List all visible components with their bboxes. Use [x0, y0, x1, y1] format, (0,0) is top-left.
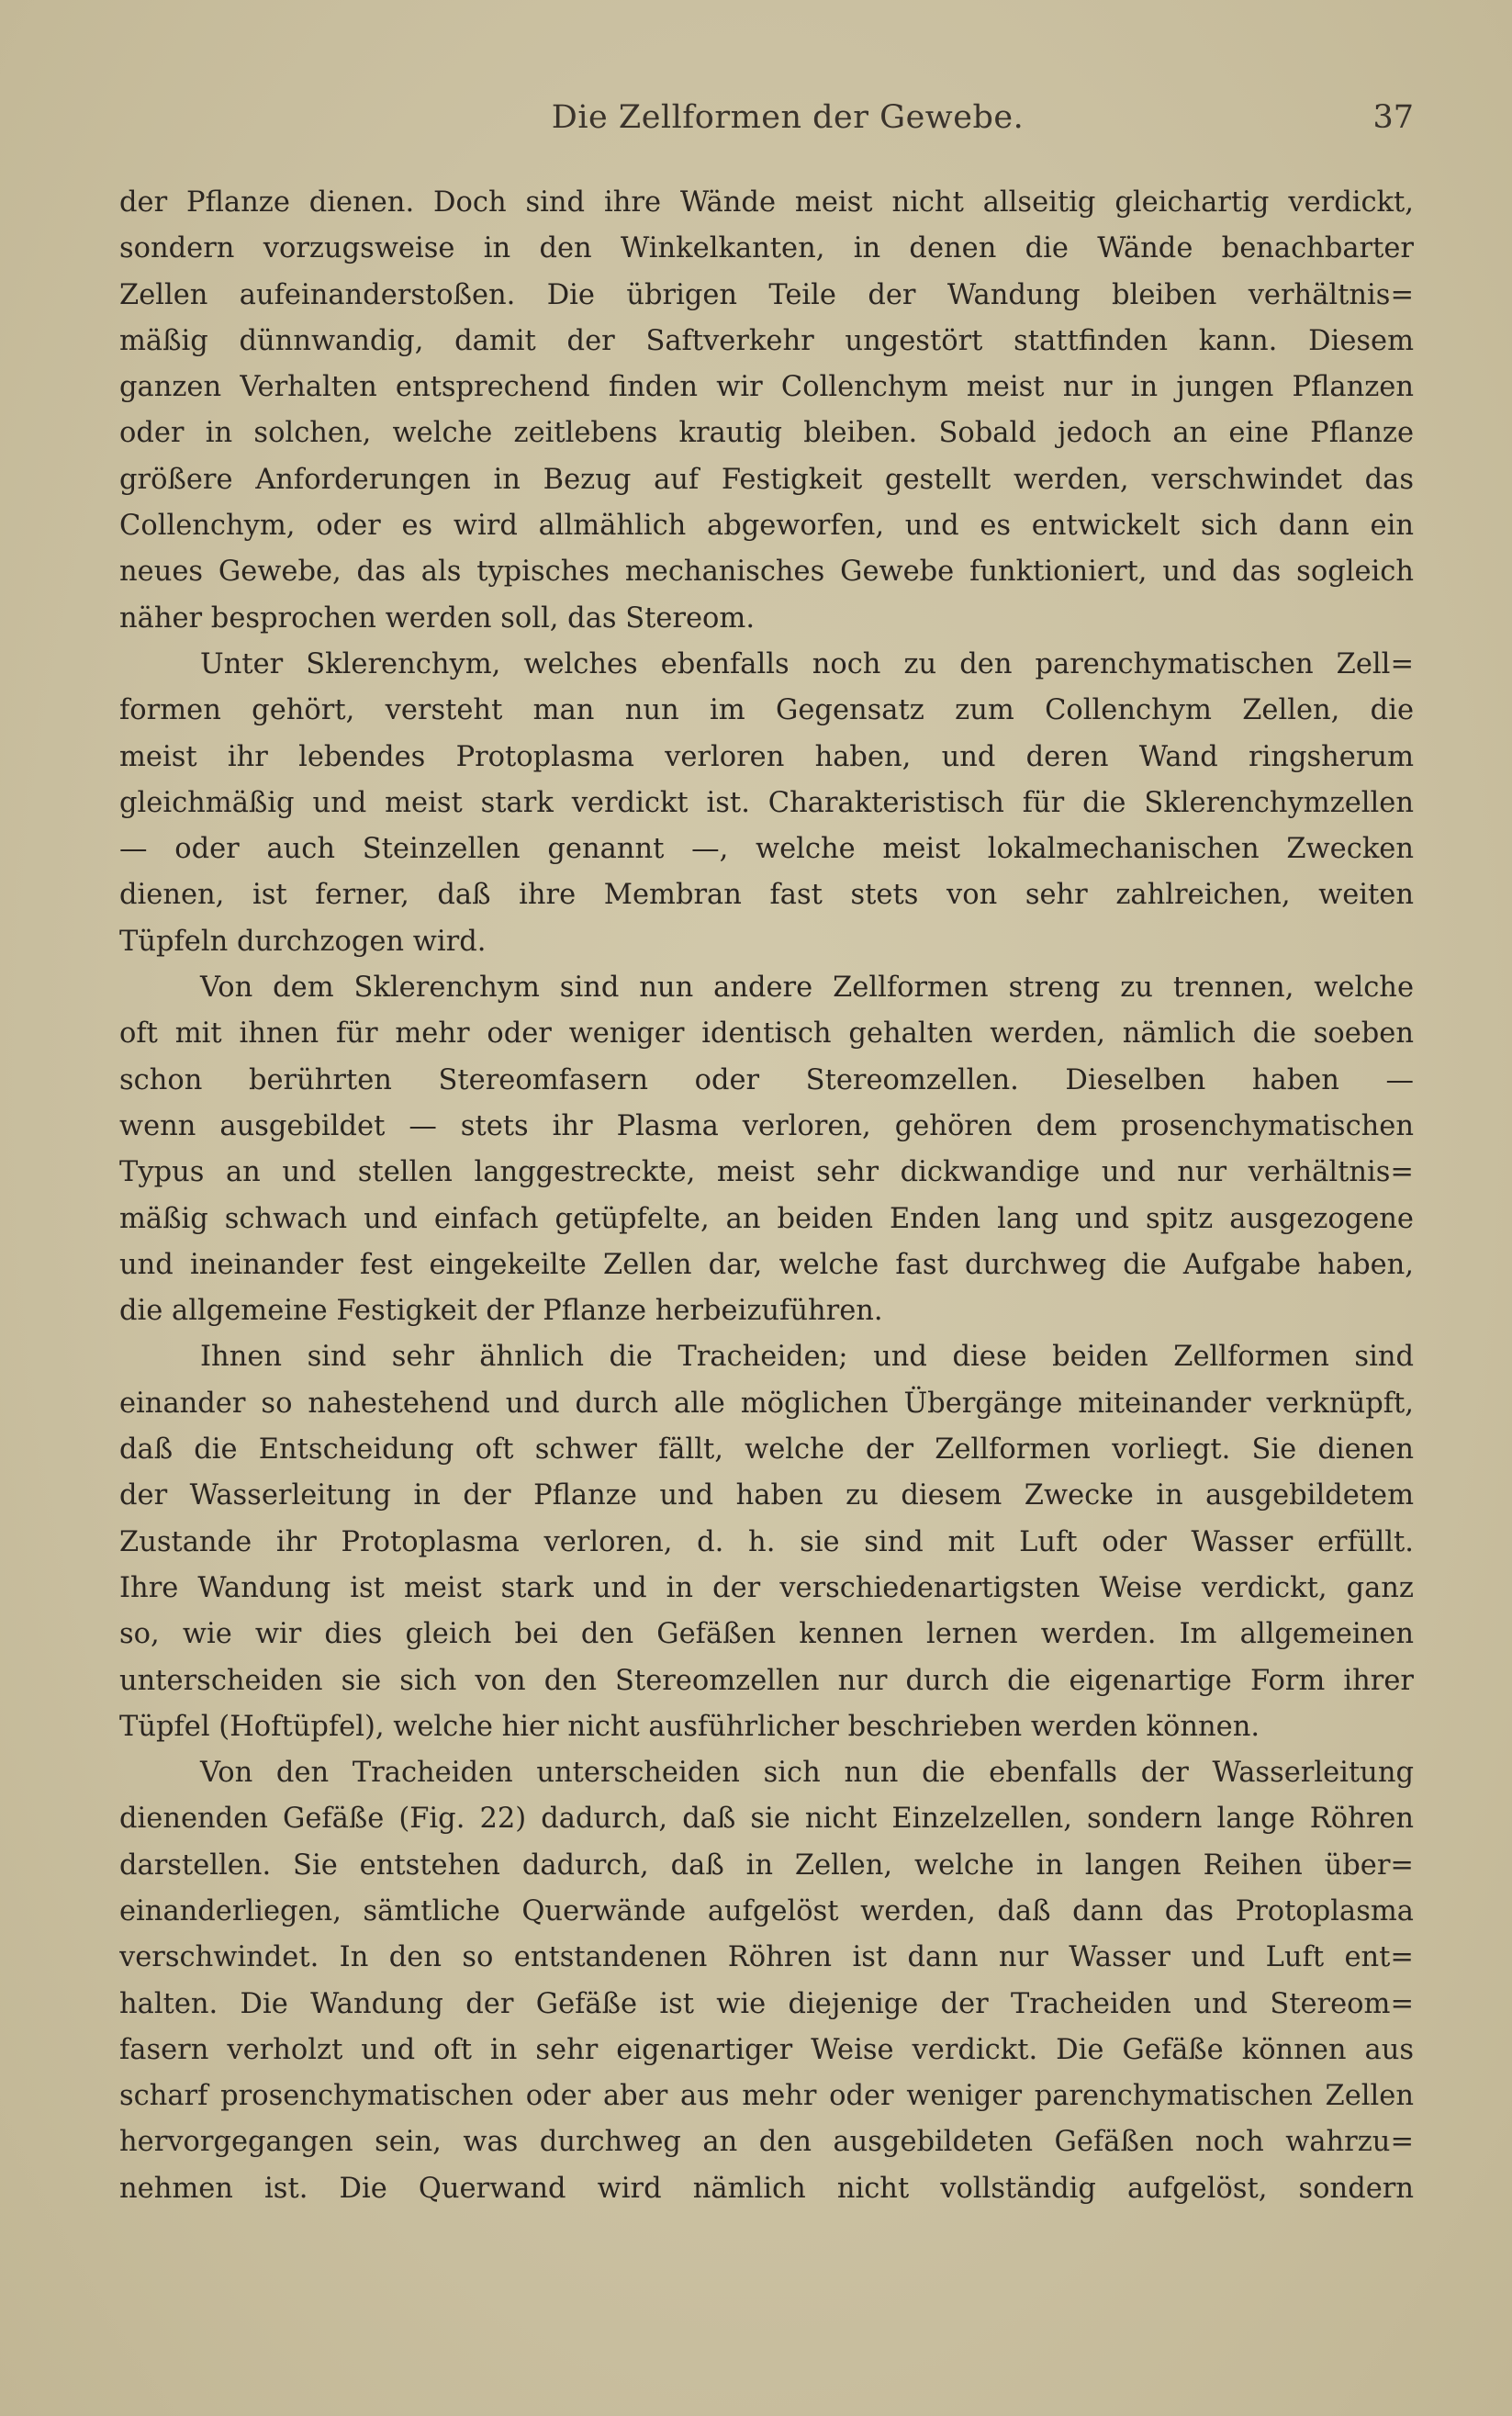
text-line: dienen, ist ferner, daß ihre Membran fast stets von sehr zahlreichen, weiten: [119, 879, 1414, 912]
text-line: Tüpfel (Hoftüpfel), welche hier nicht ausführlicher beschrieben werden können.: [119, 1710, 1260, 1743]
text-line: Unter Sklerenchym, welches ebenfalls noch zu den parenchymatischen Zell=: [200, 647, 1414, 680]
text-line: die allgemeine Festigkeit der Pflanze herbeizuführen.: [119, 1295, 883, 1328]
text-line: neues Gewebe, das als typisches mechanisches Gewebe funktioniert, und das sogleich: [119, 556, 1414, 589]
text-line: hervorgegangen sein, was durchweg an den ausgebildeten Gefäßen noch wahrzu=: [119, 2126, 1414, 2159]
text-line: Tüpfeln durchzogen wird.: [119, 925, 487, 958]
text-line: oder in solchen, welche zeitlebens krautig bleiben. Sobald jedoch an eine Pflanze: [119, 417, 1414, 450]
text-line: scharf prosenchymatischen oder aber aus mehr oder weniger parenchymatischen Zellen: [119, 2080, 1414, 2113]
text-line: Ihnen sind sehr ähnlich die Tracheiden; und diese beiden Zellformen sind: [200, 1341, 1414, 1374]
text-line: der Wasserleitung in der Pflanze und haben zu diesem Zwecke in ausgebildetem: [119, 1479, 1414, 1512]
text-line: mäßig dünnwandig, damit der Saftverkehr ungestört stattfinden kann. Diesem: [119, 324, 1414, 357]
text-line: Zustande ihr Protoplasma verloren, d. h. sie sind mit Luft oder Wasser erfüllt.: [119, 1525, 1414, 1558]
text-line: größere Anforderungen in Bezug auf Festigkeit gestellt werden, verschwindet das: [119, 463, 1414, 496]
text-line: sondern vorzugsweise in den Winkelkanten, in denen die Wände benachbarter: [119, 232, 1414, 265]
text-line: unterscheiden sie sich von den Stereomzellen nur durch die eigenartige Form ihrer: [119, 1664, 1414, 1697]
text-line: Typus an und stellen langgestreckte, meist sehr dickwandige und nur verhältnis=: [119, 1156, 1414, 1189]
text-line: einanderliegen, sämtliche Querwände aufgelöst werden, daß dann das Protoplasma: [119, 1894, 1414, 1927]
text-line: Von den Tracheiden unterscheiden sich nun die ebenfalls der Wasserleitung: [200, 1757, 1414, 1790]
text-line: verschwindet. In den so entstandenen Röhren ist dann nur Wasser und Luft ent=: [119, 1941, 1414, 1974]
text-line: Zellen aufeinanderstoßen. Die übrigen Teile der Wandung bleiben verhältnis=: [119, 278, 1414, 311]
text-line: formen gehört, versteht man nun im Gegensatz zum Collenchym Zellen, die: [119, 694, 1414, 727]
body-text: [119, 180, 1414, 2212]
text-line: Von dem Sklerenchym sind nun andere Zellformen streng zu trennen, welche: [200, 972, 1414, 1005]
text-line: und ineinander fest eingekeilte Zellen dar, welche fast durchweg die Aufgabe haben,: [119, 1248, 1414, 1281]
text-line: halten. Die Wandung der Gefäße ist wie diejenige der Tracheiden und Stereom=: [119, 1987, 1414, 2020]
text-line: schon berührten Stereomfasern oder Stereomzellen. Dieselben haben —: [119, 1063, 1414, 1096]
text-line: — oder auch Steinzellen genannt —, welche meist lokalmechanischen Zwecken: [119, 833, 1414, 866]
text-line: Ihre Wandung ist meist stark und in der verschiedenartigsten Weise verdickt, ganz: [119, 1571, 1414, 1604]
text-line: oft mit ihnen für mehr oder weniger identisch gehalten werden, nämlich die soeben: [119, 1017, 1414, 1051]
running-head-title: Die Zellformen der Gewebe.: [551, 99, 1025, 136]
text-line: einander so nahestehend und durch alle möglichen Übergänge miteinander verknüpft,: [119, 1387, 1414, 1420]
text-line: nehmen ist. Die Querwand wird nämlich nicht vollständig aufgelöst, sondern: [119, 2172, 1414, 2205]
text-line: dienenden Gefäße (Fig. 22) dadurch, daß sie nicht Einzelzellen, sondern lange Röhren: [119, 1803, 1414, 1836]
text-line: gleichmäßig und meist stark verdickt ist. Charakteristisch für die Sklerenchymzellen: [119, 786, 1414, 819]
text-line: darstellen. Sie entstehen dadurch, daß in Zellen, welche in langen Reihen über=: [119, 1849, 1414, 1882]
text-line: näher besprochen werden soll, das Stereom.: [119, 601, 756, 635]
text-line: der Pflanze dienen. Doch sind ihre Wände meist nicht allseitig gleichartig verdickt,: [119, 186, 1414, 219]
text-line: wenn ausgebildet — stets ihr Plasma verloren, gehören dem prosenchymatischen: [119, 1109, 1414, 1142]
text-line: so, wie wir dies gleich bei den Gefäßen kennen lernen werden. Im allgemeinen: [119, 1618, 1414, 1651]
running-head: [162, 99, 1414, 145]
page-number: 37: [1372, 99, 1414, 136]
text-line: Collenchym, oder es wird allmählich abgeworfen, und es entwickelt sich dann ein: [119, 510, 1414, 543]
text-line: daß die Entscheidung oft schwer fällt, welche der Zellformen vorliegt. Sie dienen: [119, 1433, 1414, 1466]
text-line: meist ihr lebendes Protoplasma verloren haben, und deren Wand ringsherum: [119, 740, 1414, 773]
text-line: mäßig schwach und einfach getüpfelte, an beiden Enden lang und spitz ausgezogene: [119, 1202, 1414, 1235]
text-line: ganzen Verhalten entsprechend finden wir Collenchym meist nur in jungen Pflanzen: [119, 371, 1414, 404]
text-line: fasern verholzt und oft in sehr eigenartiger Weise verdickt. Die Gefäße können aus: [119, 2033, 1414, 2066]
